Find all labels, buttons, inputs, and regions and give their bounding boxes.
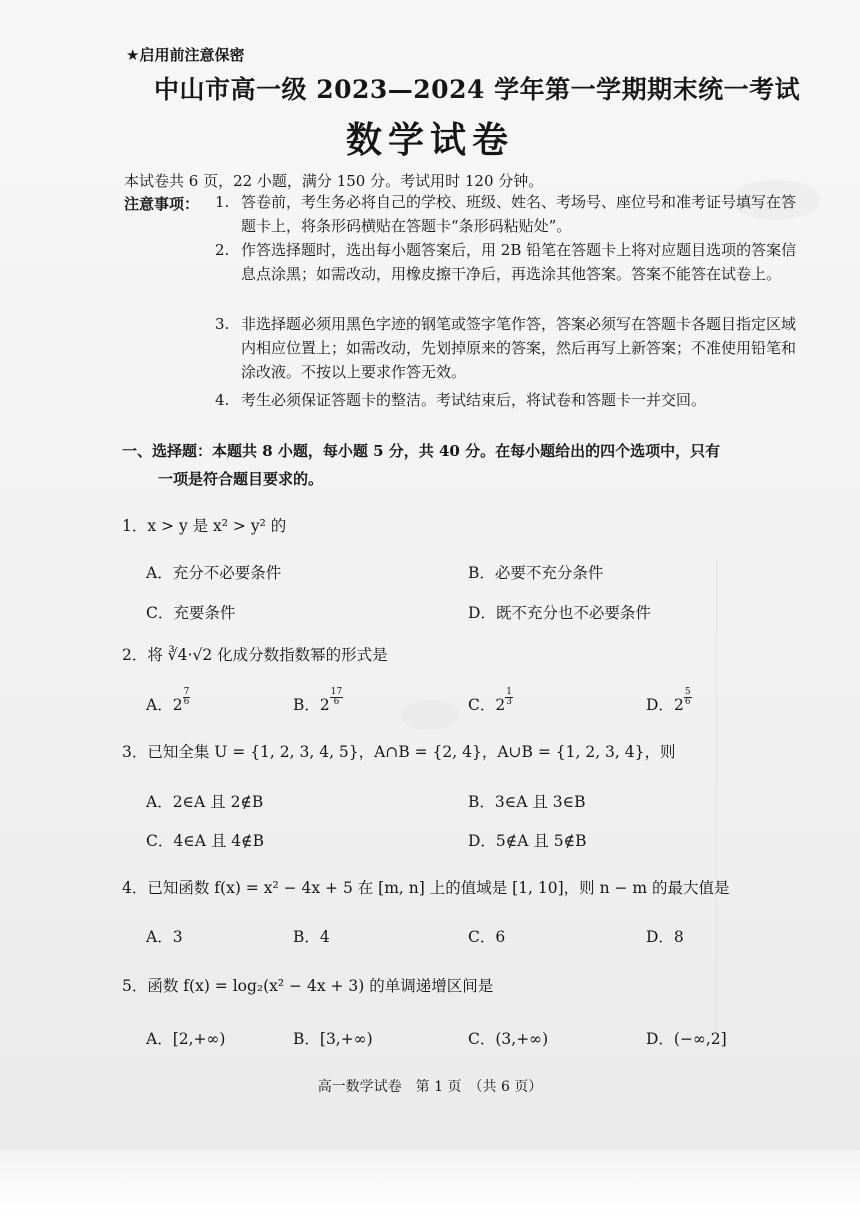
note-number: 1. (215, 193, 230, 211)
q3-option-b: B．3∈A 且 3∈B (468, 793, 586, 811)
fraction-exponent (505, 688, 513, 707)
fraction-exponent (684, 688, 692, 707)
section-heading-line2: 一项是符合题目要求的。 (158, 470, 324, 488)
subject-title: 数学试卷 (345, 119, 514, 161)
exponent-denominator: 6 (333, 697, 340, 707)
option-label: B． (293, 696, 320, 714)
exponent-numerator: 5 (684, 687, 691, 697)
power-base: 2 (319, 696, 330, 714)
q2-option-d (646, 688, 692, 715)
exponent-denominator: 6 (684, 697, 691, 707)
section-heading (122, 437, 812, 493)
exam-title: 中山市高一级 2023—2024 学年第一学期期末统一考试 (154, 75, 801, 104)
q2-option-c (468, 688, 513, 715)
q1-option-a: A．充分不必要条件 (146, 564, 282, 582)
note-text: 答卷前，考生务必将自己的学校、班级、姓名、考场号、座位号和准考证号填写在答题卡上，将条形码横贴在答题卡“条形码粘贴处”。 (241, 193, 797, 235)
q5-option-a: A．[2,+∞) (146, 1030, 226, 1048)
note-text: 非选择题必须用黑色字迹的钢笔或签字笔作答，答案必须写在答题卡各题目指定区域内相应位置上；如需改动，先划掉原来的答案，然后再写上新答案；不准使用铅笔和涂改液。不按以上要求作答无效。 (241, 315, 797, 381)
option-label: A． (146, 696, 173, 714)
exponent-numerator: 7 (183, 687, 190, 697)
question-5-stem: 5．函数 f(x) = log₂(x² − 4x + 3) 的单调递增区间是 (122, 977, 494, 995)
q2-option-b (293, 688, 343, 715)
question-3-stem: 3．已知全集 U = {1, 2, 3, 4, 5}，A∩B = {2, 4}，A∪B = {1, 2, 3, 4}，则 (122, 743, 676, 761)
note-item (215, 238, 810, 286)
q2-option-a (146, 688, 190, 715)
question-2-stem: 2．将 ∛4·√2 化成分数指数幂的形式是 (122, 646, 388, 664)
confidential-mark: ★启用前注意保密 (126, 46, 245, 64)
exponent-numerator: 17 (330, 687, 343, 697)
exponent-numerator: 1 (506, 687, 512, 697)
fraction-exponent (330, 688, 343, 707)
q3-option-c: C．4∈A 且 4∉B (146, 832, 264, 850)
note-text: 作答选择题时，选出每小题答案后，用 2B 铅笔在答题卡上将对应题目选项的答案信息点涂黑；如需改动，用橡皮擦干净后，再选涂其他答案。答案不能答在试卷上。 (241, 241, 797, 283)
exponent-denominator: 6 (183, 697, 190, 707)
page-footer: 高一数学试卷 第 1 页 （共 6 页） (317, 1079, 543, 1095)
q4-option-a: A．3 (146, 928, 183, 946)
power-base: 2 (673, 696, 684, 714)
exponent-denominator: 3 (506, 697, 512, 707)
q5-option-d: D．(−∞,2] (646, 1030, 727, 1048)
question-1-stem: 1．x > y 是 x² > y² 的 (122, 517, 287, 535)
q1-option-c: C．充要条件 (146, 604, 236, 622)
power-base: 2 (172, 696, 183, 714)
note-text: 考生必须保证答题卡的整洁。考试结束后，将试卷和答题卡一并交回。 (241, 391, 707, 409)
note-item (215, 190, 810, 238)
fraction-exponent (183, 688, 191, 707)
power-base: 2 (495, 696, 506, 714)
option-label: D． (646, 696, 674, 714)
q4-option-b: B．4 (293, 928, 330, 946)
note-number: 4. (215, 391, 230, 409)
option-label: C． (468, 696, 496, 714)
q3-option-a: A．2∈A 且 2∉B (146, 793, 264, 811)
q3-option-d: D．5∉A 且 5∉B (468, 832, 587, 850)
q4-option-d: D．8 (646, 928, 684, 946)
note-item (215, 312, 810, 384)
q5-option-b: B．[3,+∞) (293, 1030, 373, 1048)
q1-option-d: D．既不充分也不必要条件 (468, 604, 651, 622)
note-number: 3. (215, 315, 230, 333)
note-number: 2. (215, 241, 230, 259)
section-heading-line1: 一、选择题：本题共 8 小题，每小题 5 分，共 40 分。在每小题给出的四个选项中，只有 (122, 442, 721, 460)
exam-intro: 本试卷共 6 页，22 小题，满分 150 分。考试用时 120 分钟。 (124, 172, 544, 190)
scan-bottom-margin (0, 1150, 860, 1217)
question-4-stem: 4．已知函数 f(x) = x² − 4x + 5 在 [m, n] 上的值域是 [1, 10]，则 n − m 的最大值是 (122, 879, 730, 897)
q1-option-b: B．必要不充分条件 (468, 564, 604, 582)
q4-option-c: C．6 (468, 928, 506, 946)
notes-label: 注意事项： (124, 195, 200, 213)
q5-option-c: C．(3,+∞) (468, 1030, 549, 1048)
scan-smudge (400, 700, 460, 730)
note-item (215, 388, 810, 412)
scan-artifact (716, 560, 717, 1040)
